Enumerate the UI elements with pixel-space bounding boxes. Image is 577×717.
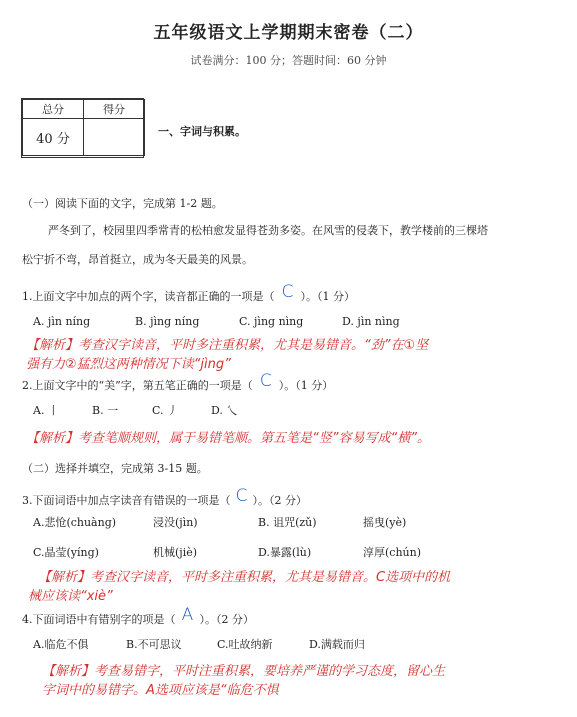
total-header: 总分 bbox=[23, 100, 84, 119]
q2-answer: C bbox=[259, 371, 272, 391]
q1-answer: C bbox=[281, 282, 294, 302]
q1-stem bbox=[22, 282, 355, 305]
exam-subtitle: 试卷满分：100 分；答题时间：60 分钟 bbox=[190, 54, 387, 67]
part1-heading: （一）阅读下面的文字，完成第 1-2 题。 bbox=[22, 197, 223, 210]
q1-option-b: B. jìng níng bbox=[135, 315, 200, 328]
q4-stem bbox=[22, 605, 254, 628]
q3-explanation-1: 【解析】考查汉字读音，平时多注重积累，尤其是易错音。C选项中的机 bbox=[38, 570, 451, 585]
q4-option-c: C.吐故纳新 bbox=[217, 638, 273, 651]
q4-answer: A bbox=[181, 605, 194, 625]
q3-stem-text: 3.下面词语中加点字读音有错误的一项是（ bbox=[22, 494, 231, 507]
score-header: 得分 bbox=[84, 100, 145, 119]
q4-explanation-1: 【解析】考查易错字，平时注重积累，要培养严谨的学习态度，留心生 bbox=[42, 664, 446, 679]
q2-stem-text: 2.上面文字中的“美”字，第五笔正确的一项是（ bbox=[22, 379, 253, 392]
q3-option-b1: B. 诅咒(zǔ) bbox=[258, 516, 317, 529]
q1-explanation-1: 【解析】考查汉字读音，平时多注重积累，尤其是易错音。“劲”在①坚 bbox=[26, 338, 429, 353]
exam-title: 五年级语文上学期期末密卷（二） bbox=[153, 23, 424, 43]
score-value bbox=[84, 119, 145, 156]
q4-explanation-2: 字词中的易错字。A选项应该是“临危不惧 bbox=[42, 683, 279, 698]
q3-option-a2: 浸没(jìn) bbox=[153, 516, 198, 529]
score-table bbox=[22, 99, 145, 156]
q3-option-d2: 淳厚(chún) bbox=[363, 546, 421, 559]
q2-option-b: B. 一 bbox=[92, 404, 119, 417]
q4-option-a: A.临危不俱 bbox=[33, 638, 89, 651]
q3-option-b2: 摇曳(yè) bbox=[363, 516, 407, 529]
passage-line-1: 严冬到了，校园里四季常青的松柏愈发显得苍劲多姿。在风雪的侵袭下，教学楼前的三棵塔 bbox=[48, 224, 488, 237]
q1-option-d: D. jìn nìng bbox=[342, 315, 400, 328]
q2-tail: ）。（1 分） bbox=[278, 379, 334, 392]
q3-option-c2: 机械(jiè) bbox=[153, 546, 198, 559]
q4-stem-text: 4.下面词语中有错别字的项是（ bbox=[22, 613, 176, 626]
q1-explanation-2: 强有力②猛烈这两种情况下读“jìng” bbox=[26, 357, 231, 372]
q4-tail: ）。（2 分） bbox=[199, 613, 254, 626]
q2-stem bbox=[22, 371, 334, 394]
q2-explanation: 【解析】考查笔顺规则，属于易错笔顺。第五笔是“竖”容易写成“横”。 bbox=[26, 431, 430, 446]
q3-option-d1: D.暴露(lù) bbox=[258, 546, 312, 559]
q1-tail: ）。（1 分） bbox=[300, 290, 355, 303]
q3-explanation-2: 械应该读“xiè” bbox=[28, 589, 113, 604]
q3-option-c1: C.晶莹(yíng) bbox=[33, 546, 99, 559]
q4-option-d: D.满载而归 bbox=[309, 638, 365, 651]
q2-option-a: A. 丨 bbox=[33, 404, 59, 417]
q4-option-b: B.不可思议 bbox=[126, 638, 182, 651]
q3-tail: ）。（2 分） bbox=[252, 494, 307, 507]
passage-line-2: 松宁折不弯，昂首挺立，成为冬天最美的风景。 bbox=[22, 253, 253, 266]
q2-option-c: C. 丿 bbox=[152, 404, 179, 417]
q2-option-d: D. 乀 bbox=[211, 404, 238, 417]
q3-stem bbox=[22, 486, 307, 509]
section-title: 一、字词与积累。 bbox=[158, 125, 246, 138]
q1-option-a: A. jìn níng bbox=[33, 315, 91, 328]
q1-option-c: C. jìng nìng bbox=[239, 315, 304, 328]
part2-heading: （二）选择并填空，完成第 3-15 题。 bbox=[22, 462, 208, 475]
total-value: 40 分 bbox=[23, 119, 84, 156]
q1-stem-text: 1.上面文字中加点的两个字，读音都正确的一项是（ bbox=[22, 290, 275, 303]
q3-option-a1: A.悲怆(chuàng) bbox=[33, 516, 117, 529]
q3-answer: C bbox=[235, 486, 248, 506]
